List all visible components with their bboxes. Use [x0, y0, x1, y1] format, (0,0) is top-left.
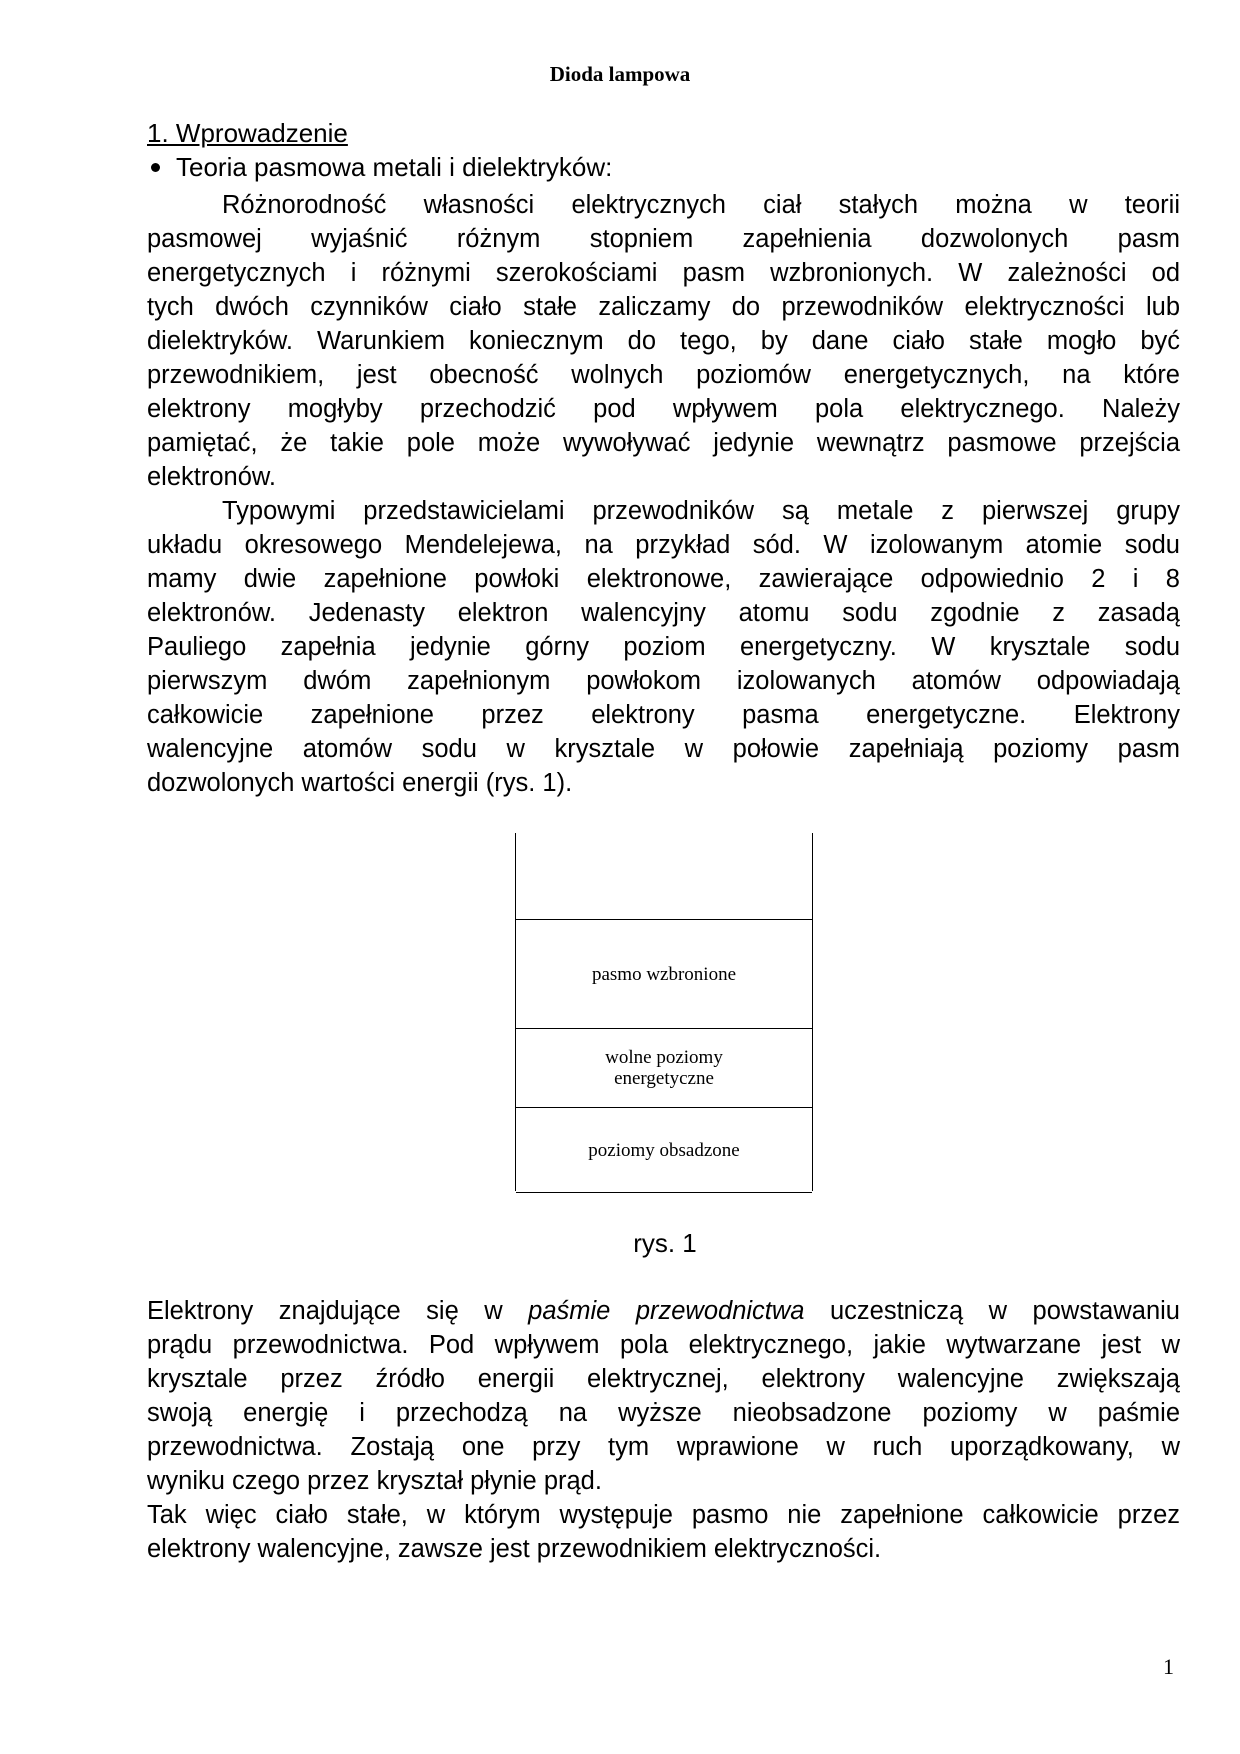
text-line: elektrony walencyjne, zawsze jest przewodnikiem elektryczności. — [147, 1535, 882, 1563]
text-line: tych dwóch czynników ciało stałe zaliczamy do przewodników elektryczności lub — [147, 293, 1180, 321]
bullet-item — [147, 152, 612, 183]
text-line: elektronów. — [147, 463, 276, 491]
text-line: Tak więc ciało stałe, w którym występuje pasmo nie zapełnione całkowicie przez — [147, 1501, 1180, 1529]
text-line — [147, 1294, 1180, 1328]
text-line: Różnorodność własności elektrycznych ciał stałych można w teorii — [222, 191, 1180, 219]
text-line: elektronów. Jedenasty elektron walencyjny atomu sodu zgodnie z zasadą — [147, 599, 1180, 627]
band-free-levels — [516, 1028, 812, 1107]
paragraph-3 — [147, 1294, 1180, 1566]
text-run: Elektrony znajdujące się w — [147, 1297, 529, 1325]
text-line: walencyjne atomów sodu w krysztale w połowie zapełniają poziomy pasm — [147, 735, 1180, 763]
text-line: pierwszym dwóm zapełnionym powłokom izolowanych atomów odpowiadają — [147, 667, 1180, 695]
text-line: pasmowej wyjaśnić różnym stopniem zapełnienia dozwolonych pasm — [147, 225, 1180, 253]
text-line: energetycznych i różnymi szerokościami pasm wzbronionych. W zależności od — [147, 259, 1180, 287]
page-number: 1 — [1163, 1654, 1174, 1679]
text-line: Pauliego zapełnia jedynie górny poziom energetyczny. W krysztale sodu — [147, 633, 1180, 661]
bullet-text: Teoria pasmowa metali i dielektryków: — [176, 152, 613, 182]
band-forbidden — [516, 919, 812, 1028]
text-line: Typowymi przedstawicielami przewodników są metale z pierwszej grupy — [222, 497, 1180, 525]
band-label: poziomy obsadzone — [588, 1139, 740, 1161]
text-line: przewodnictwa. Zostają one przy tym wprawione w ruch uporządkowany, w — [147, 1433, 1180, 1461]
text-run: uczestniczą w powstawaniu — [804, 1297, 1180, 1325]
text-line: swoją energię i przechodzą na wyższe nieobsadzone poziomy w paśmie — [147, 1399, 1180, 1427]
document-title: Dioda lampowa — [549, 62, 691, 86]
text-line: dielektryków. Warunkiem koniecznym do tego, by dane ciało stałe mogło być — [147, 327, 1180, 355]
band-diagram — [515, 833, 813, 1191]
band-label: wolne poziomy — [605, 1047, 723, 1068]
band-label: pasmo wzbronione — [591, 963, 737, 985]
figure-caption: rys. 1 — [633, 1228, 697, 1258]
text-line: wyniku czego przez kryształ płynie prąd. — [147, 1467, 602, 1495]
band-label: energetyczne — [614, 1068, 714, 1089]
text-line: pamiętać, że takie pole może wywoływać jedynie wewnątrz pasmowe przejścia — [147, 429, 1180, 457]
emphasized-term: paśmie przewodnictwa — [528, 1297, 805, 1325]
paragraph-2 — [147, 494, 1180, 800]
text-line: mamy dwie zapełnione powłoki elektronowe, zawierające odpowiednio 2 i 8 — [147, 565, 1180, 593]
text-line: przewodnikiem, jest obecność wolnych poziomów energetycznych, na które — [147, 361, 1180, 389]
text-line: całkowicie zapełnione przez elektrony pasma energetyczne. Elektrony — [147, 701, 1180, 729]
bullet-icon — [151, 163, 160, 172]
text-line: krysztale przez źródło energii elektrycznej, elektrony walencyjne zwiększają — [147, 1365, 1180, 1393]
band-occupied — [516, 1107, 812, 1193]
paragraph-1 — [147, 188, 1180, 494]
section-heading: 1. Wprowadzenie — [147, 118, 348, 148]
text-line: dozwolonych wartości energii (rys. 1). — [147, 769, 573, 797]
text-line: prądu przewodnictwa. Pod wpływem pola elektrycznego, jakie wytwarzane jest w — [147, 1331, 1180, 1359]
text-line: elektrony mogłyby przechodzić pod wpływem pola elektrycznego. Należy — [147, 395, 1180, 423]
text-line: układu okresowego Mendelejewa, na przykład sód. W izolowanym atomie sodu — [147, 531, 1180, 559]
